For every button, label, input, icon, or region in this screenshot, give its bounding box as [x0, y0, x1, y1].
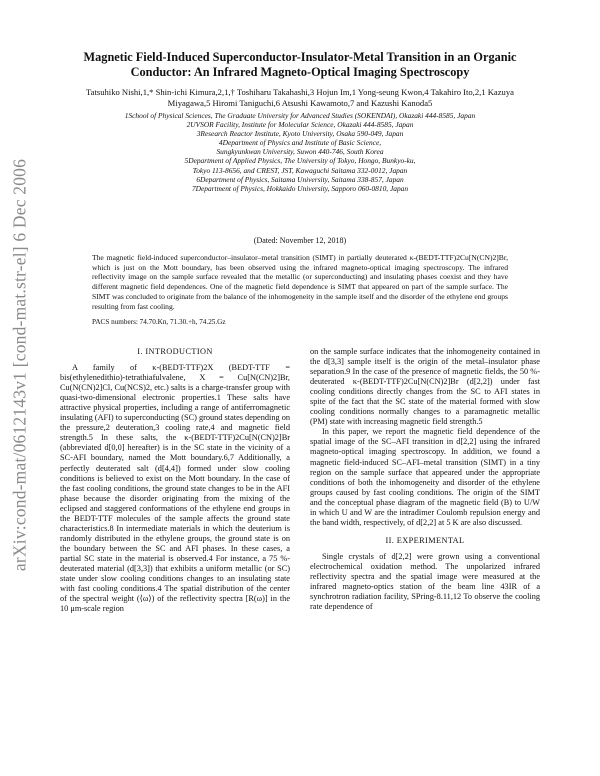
affiliation-line: 2UVSOR Facility, Institute for Molecular Science, Okazaki 444-8585, Japan — [186, 120, 414, 130]
affiliation-line: 4Department of Physics and Institute of Basic Science, — [218, 138, 382, 148]
left-column — [60, 347, 290, 614]
author-list: Tatsuhiko Nishi,1,* Shin-ichi Kimura,2,1,† Toshiharu Takahashi,3 Hojun Im,1 Yong-seung Kwon,4 Takahiro Ito,2,1 Kazuya Miyagawa,5 Hiromi Taniguchi,6 Atsushi Kawamoto,7 and Kazushi Kanoda5 — [86, 87, 514, 108]
pacs-numbers: PACS numbers: 74.70.Kn, 71.30.+h, 74.25.Gz — [92, 318, 226, 326]
paper-title: Magnetic Field-Induced Superconductor-Insulator-Metal Transition in an Organic Conductor: An Infrared Magneto-Optical Imaging Spectroscopy — [83, 50, 517, 79]
experimental-paragraph: Single crystals of d[2,2] were grown using a conventional electrochemical oxidation method. The unpolarized infrared reflectivity spectra and the spatial image were measured at the infrared magneto-optics station of the beam line 43IR of a synchrotron radiation facility, SPring-8.11,12 To observe the cooling rate dependence of — [310, 551, 540, 612]
section-heading-introduction: I. INTRODUCTION — [137, 347, 213, 356]
affiliation-line: Tokyo 113-8656, and CREST, JST, Kawaguchi Saitama 332-0012, Japan — [192, 165, 408, 175]
date-line: (Dated: November 12, 2018) — [253, 236, 347, 245]
abstract: The magnetic field-induced superconductor–insulator–metal transition (SIMT) in partially deuterated κ-(BEDT-TTF)2Cu[N(CN)2]Br, which is just on the Mott boundary, has been observed using the infrared magneto-optical imaging spectroscopy. The infrared reflectivity image on the sample surface revealed that the metallic (or superconducting) and insulating phases coexist and they have different magnetic field dependences. One of the magnetic field dependence is SIMT that appeared on part of the sample surface. The SIMT was concluded to originate from the balance of the inhomogeneity in the sample itself and the disorder of the ethylene end groups resulting from fast cooling. — [92, 253, 508, 311]
section-heading-experimental: II. EXPERIMENTAL — [385, 535, 465, 545]
affiliations — [70, 111, 530, 193]
intro-paragraph: In this paper, we report the magnetic field dependence of the spatial image of the SC–AFI transition in d[2,2] using the infrared magneto-optical imaging spectroscopy. In addition, we found a magnetic field-induced SC–AFI–metal transition (SIMT) in a tiny region on the sample surface that appeared under the appropriate conditions of both the inhomogeneity and disorder of the ethylene groups caused by fast cooling conditions. The origin of the SIMT and the conceptual phase diagram of the magnetic field (B) to U/W in which U and W are the intradimer Coulomb repulsion energy and the band width, respectively, of d[2,2] at 5 K are also discussed. — [310, 427, 540, 527]
affiliation-line: 3Research Reactor Institute, Kyoto University, Osaka 590-049, Japan — [196, 129, 404, 139]
intro-paragraph: A family of κ-(BEDT-TTF)2X (BEDT-TTF = bis(ethylenedithio)-tetrathiafulvalene, X = Cu[N(CN)2]Br, Cu(N(CN)2]Cl, Cu(NCS)2, etc.) salts is a charge-transfer group with quasi-two-dimensional electronic properties.1 These salts have attractive physical properties, including a range of antiferromagnetic insulating (AFI) to superconducting (SC) ground states depending on the pressure,2 deuteration,3 cooling rate,4 and magnetic field strength.5 In these salts, the κ-(BEDT-TTF)2Cu[N(CN)2]Br (abbreviated d[0,0] hereafter) is in the SC state in the vicinity of a SC-AFI boundary, named the Mott boundary.6,7 Additionally, a perfectly deuterated salt (d[4,4]) formed under slow cooling conditions is believed to exist on the Mott boundary. In the case of the fast cooling conditions, the ground state changes to be in the AFI phase because the disorder originating from the mixing of the eclipsed and staggered conformations of the ethylene end groups in the BEDT-TTF molecules of the sample affects the ground state characteristics.8 In intermediate materials in which the deuterium is randomly distributed in the ethylene groups, the ground state is on the boundary between the SC and AFI phases. In these cases, a partial SC state in the material is observed.4 For instance, a 75 %-deuterated material (d[3,3]) that exhibits a uniform metallic (or SC) state under slow cooling conditions changes to an insulating state with fast cooling conditions.4 The spatial distribution of the center of the spectral weight (⟨ω⟩) of the reflectivity spectra [R(ω)] in the 10 μm-scale region — [60, 363, 290, 614]
affiliation-line: 6Department of Physics, Saitama University, Saitama 338-857, Japan — [196, 174, 404, 184]
affiliation-line: 7Department of Physics, Hokkaido University, Sapporo 060-0810, Japan — [191, 183, 409, 193]
right-column — [310, 347, 540, 612]
affiliation-line: 1School of Physical Sciences, The Graduate University for Advanced Studies (SOKENDAI), Okazaki 444-8585, Japan — [124, 111, 476, 120]
intro-paragraph-continued: on the sample surface indicates that the inhomogeneity contained in the d[3,3] sample itself is the origin of the metal–insulator phase separation.9 In the case of the presence of magnetic fields, the 50 %-deuterated κ-(BEDT-TTF)2Cu[N(CN)2]Br (d[2,2]) under fast cooling conditions directly changes from the SC to AFI states in spite of the fact that the SC state of the material formed with slow cooling conditions normally changes to a paramagnetic metallic (PM) state with increasing magnetic field strength.5 — [310, 347, 540, 427]
affiliation-line: Sungkyunkwan University, Suwon 440-746, South Korea — [216, 147, 384, 157]
affiliation-line: 5Department of Applied Physics, The University of Tokyo, Hongo, Bunkyo-ku, — [184, 156, 416, 166]
arxiv-identifier: arXiv:cond-mat/0612143v1 [cond-mat.str-el] 6 Dec 2006 — [9, 158, 30, 572]
